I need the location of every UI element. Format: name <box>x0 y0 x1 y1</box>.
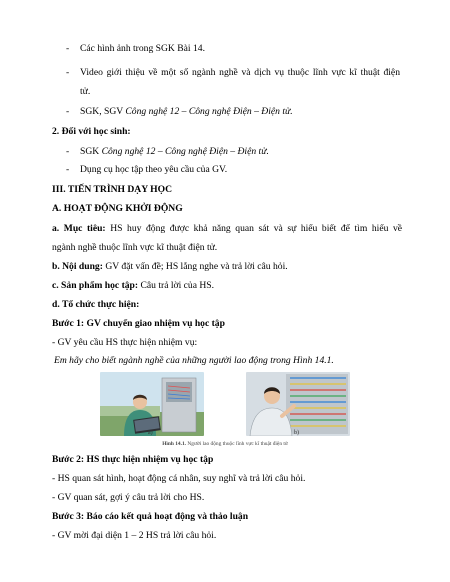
figure-label-b: b) <box>294 430 299 436</box>
section-a-heading: A. HOẠT ĐỘNG KHỞI ĐỘNG <box>52 203 183 214</box>
technician-wiring-image <box>246 372 350 436</box>
student-sgk-prefix: SGK <box>80 146 102 157</box>
organization-heading: d. Tổ chức thực hiện: <box>52 299 140 310</box>
content-text: GV đặt vấn đề; HS lắng nghe và trả lời câu hỏi. <box>102 261 288 272</box>
step3-line-1: - GV mời đại diện 1 – 2 HS trả lời câu hỏi. <box>52 530 217 541</box>
objective-line-1 <box>52 223 402 235</box>
objective-label: a. Mục tiêu: <box>52 223 106 234</box>
student-item-2: Dụng cụ học tập theo yêu cầu của GV. <box>80 164 228 175</box>
teacher-item-2-cont: tử. <box>80 86 91 97</box>
content-label: b. Nội dung: <box>52 261 103 272</box>
teacher-item-3 <box>80 106 400 118</box>
step3-heading: Bước 3: Báo cáo kết quả hoạt động và thảo luận <box>52 511 249 522</box>
product-line <box>52 280 402 292</box>
product-label: c. Sản phẩm học tập: <box>52 280 139 291</box>
step1-question: Em hãy cho biết ngành nghề của những người lao động trong Hình 14.1. <box>54 355 334 366</box>
bullet: - <box>66 146 70 157</box>
step2-line-1: - HS quan sát hình, hoạt động cá nhân, suy nghĩ và trả lời câu hỏi. <box>52 473 306 484</box>
step2-heading: Bước 2: HS thực hiện nhiệm vụ học tập <box>52 454 214 465</box>
objective-text: HS huy động được khả năng quan sát và sự hiểu biết để tìm hiểu về <box>105 223 402 234</box>
bullet: - <box>66 67 70 78</box>
section-iii-heading: III. TIẾN TRÌNH DẠY HỌC <box>52 184 173 195</box>
figure-caption <box>100 441 350 447</box>
bullet: - <box>66 43 70 54</box>
product-text: Câu trả lời của HS. <box>138 280 215 291</box>
student-item-1 <box>80 146 400 158</box>
figure-caption-text: Người lao động thuộc lĩnh vực kĩ thuật điện tử <box>186 441 288 447</box>
bullet: - <box>66 164 70 175</box>
objective-line-2: ngành nghề thuộc lĩnh vực kĩ thuật điện tử. <box>52 242 218 253</box>
technician-laptop-image <box>100 372 204 436</box>
student-heading: 2. Đối với học sinh: <box>52 126 131 137</box>
figure-caption-number: Hình 14.1. <box>162 441 187 447</box>
student-book-title: Công nghệ 12 – Công nghệ Điện – Điện tử. <box>101 146 269 157</box>
step1-heading: Bước 1: GV chuyển giao nhiệm vụ học tập <box>52 318 225 329</box>
step1-line: - GV yêu cầu HS thực hiện nhiệm vụ: <box>52 337 198 348</box>
teacher-book-title: Công nghệ 12 – Công nghệ Điện – Điện tử. <box>125 106 293 117</box>
teacher-item-1: Các hình ảnh trong SGK Bài 14. <box>80 43 205 54</box>
figure-label-a: a) <box>148 430 153 436</box>
content-line <box>52 261 402 273</box>
teacher-item-3-prefix: SGK, SGV <box>80 106 126 117</box>
teacher-item-2: Video giới thiệu về một số ngành nghề và dịch vụ thuộc lĩnh vực kĩ thuật điện <box>80 67 400 78</box>
figure-14-1 <box>100 372 350 448</box>
bullet: - <box>66 106 70 117</box>
step2-line-2: - GV quan sát, gợi ý câu trả lời cho HS. <box>52 492 205 503</box>
